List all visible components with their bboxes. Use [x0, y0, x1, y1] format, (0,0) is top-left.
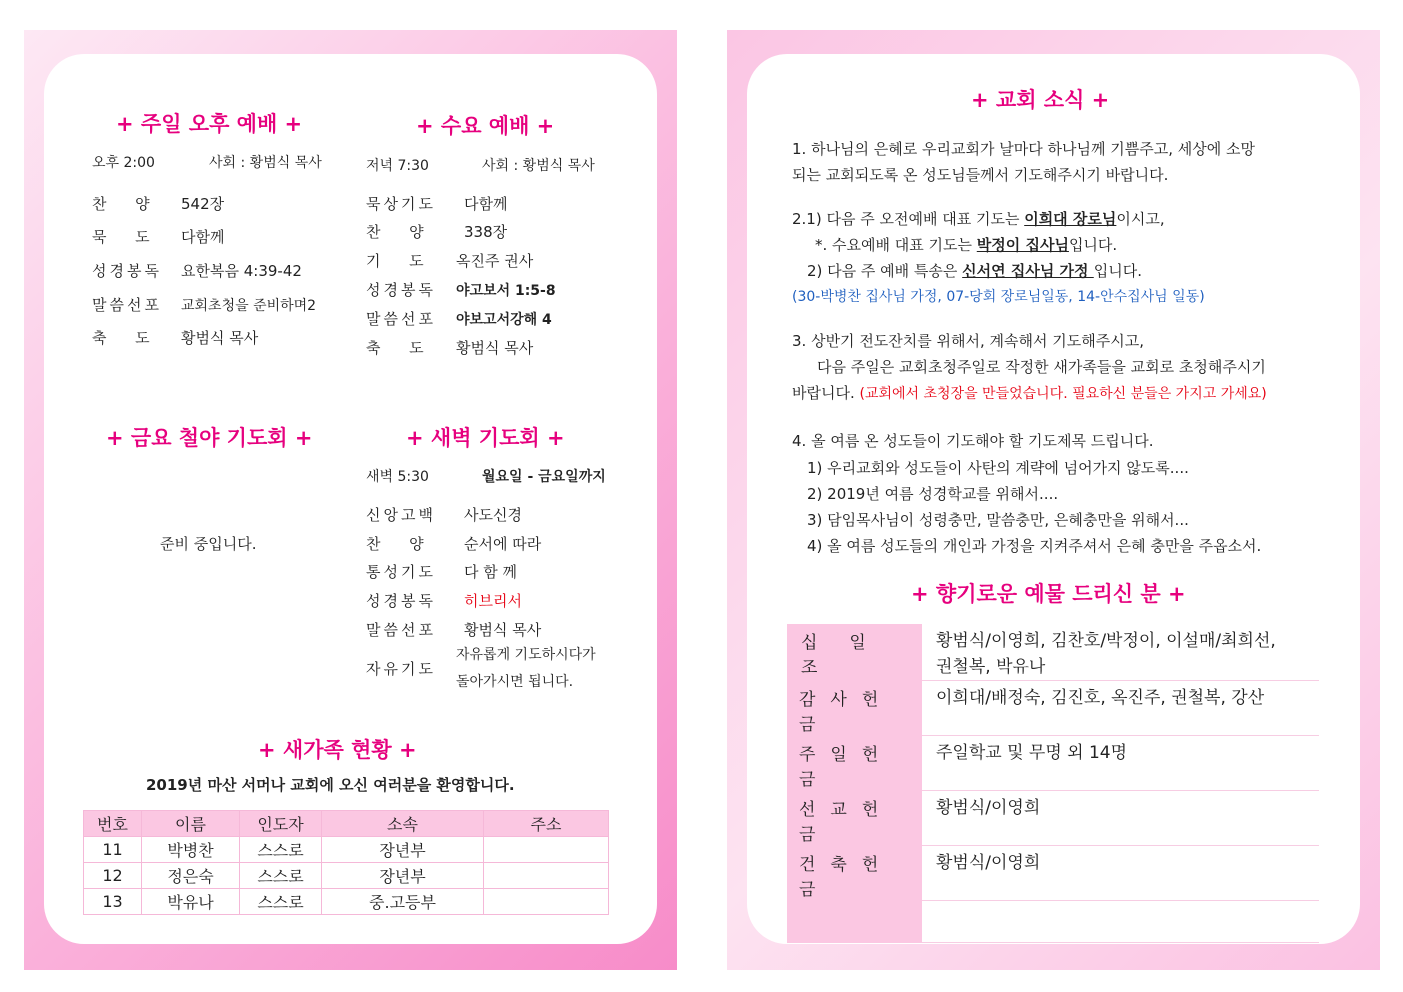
- table-cell: 13: [84, 889, 142, 915]
- offering-givers: [922, 624, 1319, 681]
- offering-givers: [922, 901, 1319, 943]
- order-value: 사도신경: [464, 506, 522, 524]
- givers-line: 황범식/이영희, 김찬호/박정이, 이설매/최희선,: [936, 631, 1276, 651]
- order-value: 교회초청을 준비하며2: [181, 298, 317, 314]
- order-value: 돌아가시면 됩니다.: [456, 674, 574, 690]
- offering-category: 건축헌금: [787, 846, 922, 901]
- wednesday-service-title: + 수요 예배 +: [416, 114, 555, 138]
- order-value: 순서에 따라: [464, 535, 542, 553]
- table-row: [787, 736, 1319, 791]
- news-4-title: 4. 올 여름 온 성도들이 기도해야 할 기도제목 드립니다.: [792, 432, 1154, 450]
- order-value: 야고보서 1:5-8: [456, 283, 556, 299]
- news-2-line-1: [792, 208, 1165, 229]
- table-row: [787, 901, 1319, 943]
- table-cell: [484, 889, 609, 915]
- column-header: 인도자: [240, 811, 322, 837]
- table-cell: 중.고등부: [322, 889, 484, 915]
- table-cell: 박병찬: [142, 837, 240, 863]
- order-label: 자유기도: [366, 660, 436, 678]
- new-family-subtitle: 2019년 마산 서머나 교회에 오신 여러분을 환영합니다.: [146, 776, 515, 794]
- right-page: [727, 30, 1380, 970]
- order-value: 338장: [464, 223, 508, 241]
- table-header-row: [84, 811, 609, 837]
- news-text: 2) 다음 주 예배 특송은: [807, 262, 963, 280]
- new-family-table: [83, 810, 609, 915]
- offering-category: 선교헌금: [787, 791, 922, 846]
- news-text: 바랍니다.: [792, 384, 860, 402]
- news-text: 2.1) 다음 주 오전예배 대표 기도는: [792, 210, 1025, 228]
- givers-line: 권철복, 박유나: [936, 657, 1046, 677]
- special-song-schedule: (30-박병찬 집사님 가정, 07-당회 장로님일동, 14-안수집사님 일동): [792, 289, 1205, 305]
- left-card: [44, 54, 657, 944]
- table-row: [787, 624, 1319, 681]
- friday-prayer-title: + 금요 철야 기도회 +: [106, 426, 313, 450]
- prayer-topic-item: 2) 2019년 여름 성경학교를 위해서....: [807, 485, 1059, 503]
- order-label: 축 도: [366, 339, 424, 357]
- order-label: 성경봉독: [92, 262, 162, 280]
- prayer-topic-item: 1) 우리교회와 성도들이 사탄의 계략에 넘어가지 않도록....: [807, 459, 1189, 477]
- order-label: 찬 양: [366, 223, 424, 241]
- table-cell: 장년부: [322, 863, 484, 889]
- table-cell: 스스로: [240, 889, 322, 915]
- dawn-days: 월요일 - 금요일까지: [482, 469, 606, 485]
- order-label: 말씀선포: [366, 621, 436, 639]
- order-label: 신앙고백: [366, 506, 436, 524]
- news-1-line-2: 되는 교회되도록 온 성도님들께서 기도해주시기 바랍니다.: [792, 166, 1169, 184]
- column-header: 번호: [84, 811, 142, 837]
- offering-category: [787, 901, 922, 943]
- prayer-leader-name: 박정이 집사님: [976, 236, 1069, 254]
- prayer-leader-name: 이희대 장로님: [1024, 210, 1117, 228]
- column-header: 주소: [484, 811, 609, 837]
- offering-category: 주일헌금: [787, 736, 922, 791]
- news-2-line-3: [807, 260, 1142, 281]
- order-value: 자유롭게 기도하시다가: [456, 647, 596, 663]
- order-value: 야보고서강해 4: [456, 312, 552, 328]
- friday-prayer-note: 준비 중입니다.: [160, 535, 257, 553]
- dawn-time: 새벽 5:30: [366, 469, 429, 485]
- news-text: 입니다.: [1093, 262, 1143, 280]
- table-cell: 박유나: [142, 889, 240, 915]
- wednesday-time: 저녁 7:30: [366, 158, 429, 174]
- dawn-prayer-title: + 새벽 기도회 +: [406, 426, 565, 450]
- table-cell: 장년부: [322, 837, 484, 863]
- offering-givers: 황범식/이영희: [922, 791, 1319, 846]
- news-text: *. 수요예배 대표 기도는: [815, 236, 977, 254]
- column-header: 이름: [142, 811, 240, 837]
- order-label: 찬 양: [92, 195, 150, 213]
- offering-table: [787, 624, 1319, 943]
- wednesday-leader: 사회 : 황범식 목사: [482, 158, 595, 174]
- offering-category: 십일조: [787, 624, 922, 681]
- prayer-topic-item: 3) 담임목사님이 성령충만, 말씀충만, 은혜충만을 위해서...: [807, 511, 1189, 529]
- order-label: 말씀선포: [92, 296, 162, 314]
- table-cell: 11: [84, 837, 142, 863]
- invitation-note: (교회에서 초청장을 만들었습니다. 필요하신 분들은 가지고 가세요): [859, 386, 1267, 402]
- news-2-line-2: [815, 234, 1117, 255]
- offering-title: + 향기로운 예물 드리신 분 +: [911, 582, 1186, 606]
- special-song-name: 신서연 집사님 가정: [962, 262, 1094, 280]
- news-1-line-1: 1. 하나님의 은혜로 우리교회가 날마다 하나님께 기쁨주고, 세상에 소망: [792, 140, 1255, 158]
- offering-givers: 주일학교 및 무명 외 14명: [922, 736, 1319, 791]
- news-3-line-1: 3. 상반기 전도잔치를 위해서, 계속해서 기도해주시고,: [792, 332, 1144, 350]
- order-value: 다함께: [181, 228, 225, 246]
- order-label: 말씀선포: [366, 310, 436, 328]
- order-label: 묵상기도: [366, 195, 436, 213]
- table-row: [84, 863, 609, 889]
- order-value: 황범식 목사: [456, 339, 534, 357]
- table-cell: [484, 837, 609, 863]
- table-cell: 정은숙: [142, 863, 240, 889]
- order-value: 옥진주 권사: [456, 252, 534, 270]
- order-label: 묵 도: [92, 228, 150, 246]
- new-family-title: + 새가족 현황 +: [258, 738, 417, 762]
- table-row: [84, 889, 609, 915]
- sunday-time: 오후 2:00: [92, 155, 155, 171]
- order-label: 기 도: [366, 252, 424, 270]
- table-cell: 스스로: [240, 837, 322, 863]
- table-row: [787, 846, 1319, 901]
- order-value: 다 함 께: [464, 563, 518, 581]
- order-label: 찬 양: [366, 535, 424, 553]
- prayer-topic-item: 4) 올 여름 성도들의 개인과 가정을 지켜주셔서 은혜 충만을 주옵소서.: [807, 537, 1262, 555]
- order-label: 통성기도: [366, 563, 436, 581]
- sunday-leader: 사회 : 황범식 목사: [209, 155, 322, 171]
- order-value: 다함께: [464, 195, 508, 213]
- column-header: 소속: [322, 811, 484, 837]
- table-cell: 스스로: [240, 863, 322, 889]
- offering-givers: 황범식/이영희: [922, 846, 1319, 901]
- church-news-title: + 교회 소식 +: [971, 88, 1110, 112]
- table-cell: 12: [84, 863, 142, 889]
- order-label: 성경봉독: [366, 592, 436, 610]
- table-row: [787, 791, 1319, 846]
- order-value: 황범식 목사: [181, 329, 259, 347]
- news-text: 이시고,: [1116, 210, 1165, 228]
- order-value: 542장: [181, 195, 225, 213]
- offering-givers: 이희대/배정숙, 김진호, 옥진주, 권철복, 강산: [922, 681, 1319, 736]
- news-3-line-3: [792, 382, 1267, 403]
- offering-category: 감사헌금: [787, 681, 922, 736]
- news-3-line-2: 다음 주일은 교회초청주일로 작정한 새가족들을 교회로 초청해주시기: [817, 358, 1266, 376]
- left-page: [24, 30, 677, 970]
- order-label: 축 도: [92, 329, 150, 347]
- order-label: 성경봉독: [366, 281, 436, 299]
- right-card: [747, 54, 1360, 944]
- order-value: 황범식 목사: [464, 621, 542, 639]
- sunday-service-title: + 주일 오후 예배 +: [116, 112, 303, 136]
- table-cell: [484, 863, 609, 889]
- order-value: 히브리서: [464, 592, 522, 610]
- table-row: [84, 837, 609, 863]
- order-value: 요한복음 4:39-42: [181, 262, 302, 280]
- table-row: [787, 681, 1319, 736]
- news-text: 입니다.: [1068, 236, 1118, 254]
